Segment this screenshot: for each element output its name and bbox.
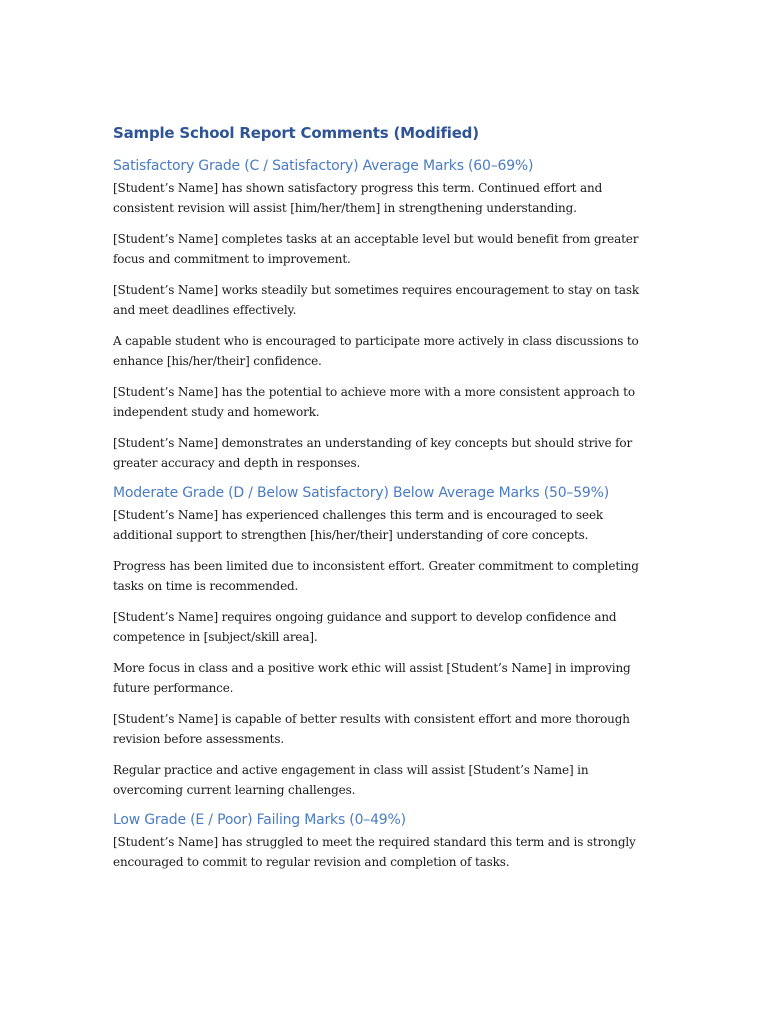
comment-paragraph: Regular practice and active engagement in class will assist [Student’s Name] in overcoming current learning challenges. [113,763,589,797]
section-moderate [113,485,661,800]
comment-paragraph: [Student’s Name] has shown satisfactory progress this term. Continued effort and consistent revision will assist [him/her/them] in strengthening understanding. [113,181,603,215]
comment-paragraph: [Student’s Name] has experienced challenges this term and is encouraged to seek additional support to strengthen [his/her/their] understanding of core concepts. [113,508,604,542]
section-heading-moderate: Moderate Grade (D / Below Satisfactory) Below Average Marks (50–59%) [113,485,609,501]
comment-paragraph: [Student’s Name] has struggled to meet the required standard this term and is strongly encouraged to commit to regular revision and completion of tasks. [113,835,636,869]
comment-paragraph: A capable student who is encouraged to participate more actively in class discussions to enhance [his/her/their] confidence. [113,334,639,368]
document-title: Sample School Report Comments (Modified) [113,124,479,142]
comment-paragraph: [Student’s Name] is capable of better results with consistent effort and more thorough revision before assessments. [113,712,630,746]
section-satisfactory [113,158,661,473]
comment-paragraph: [Student’s Name] has the potential to achieve more with a more consistent approach to independent study and homework. [113,385,635,419]
comment-paragraph: More focus in class and a positive work ethic will assist [Student’s Name] in improving future performance. [113,661,631,695]
document-page [113,124,661,884]
section-heading-low: Low Grade (E / Poor) Failing Marks (0–49%) [113,812,406,828]
comment-paragraph: [Student’s Name] completes tasks at an acceptable level but would benefit from greater focus and commitment to improvement. [113,232,639,266]
comment-paragraph: Progress has been limited due to inconsistent effort. Greater commitment to completing tasks on time is recommended. [113,559,639,593]
section-low [113,812,661,872]
comment-paragraph: [Student’s Name] works steadily but sometimes requires encouragement to stay on task and meet deadlines effectively. [113,283,639,317]
section-heading-satisfactory: Satisfactory Grade (C / Satisfactory) Average Marks (60–69%) [113,158,534,174]
comment-paragraph: [Student’s Name] demonstrates an understanding of key concepts but should strive for greater accuracy and depth in responses. [113,436,633,470]
comment-paragraph: [Student’s Name] requires ongoing guidance and support to develop confidence and competence in [subject/skill area]. [113,610,617,644]
